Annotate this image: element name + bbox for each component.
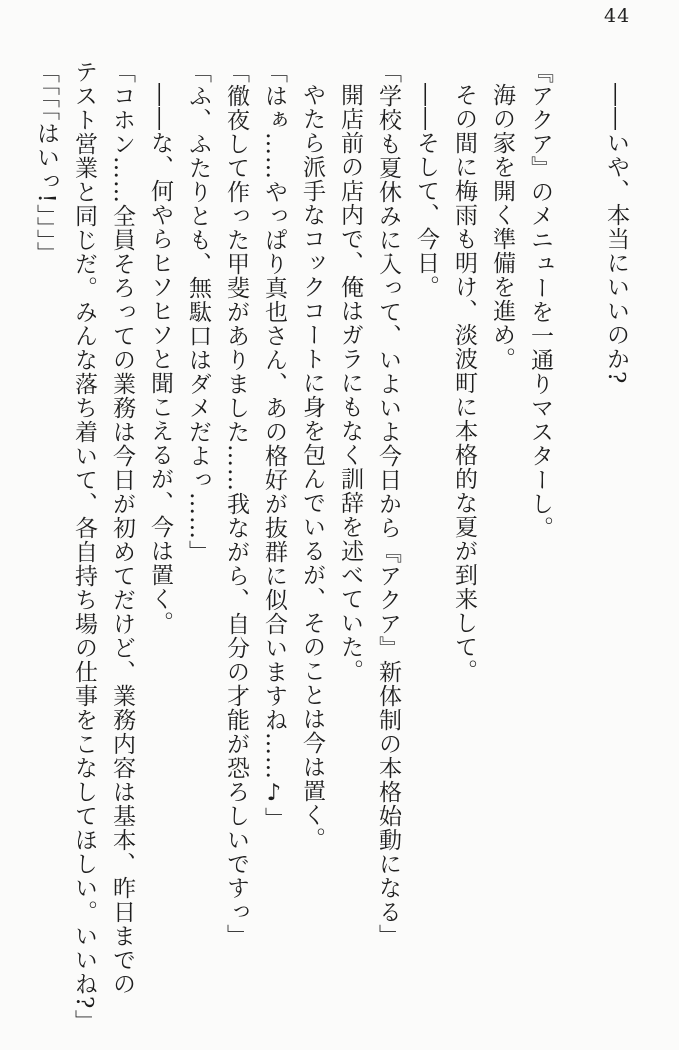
text-line-14: テスト営業と同じだ。みんな落ち着いて、各自持ち場の仕事をこなしてほしい。いいね?」 <box>71 60 97 1034</box>
page-text <box>27 60 635 1048</box>
text-line-5: ――そして、今日。 <box>413 83 439 299</box>
text-line-12: ――な、何やらヒソヒソと聞こえるが、今は置く。 <box>147 83 173 635</box>
text-line-1: ――いや、本当にいいのか? <box>603 83 629 385</box>
text-line-15: 「「「「はいっ!」」」」 <box>33 60 59 266</box>
text-line-9: 「はぁ……やっぱり真也さん、あの格好が抜群に似合いますね……♪」 <box>261 60 287 831</box>
text-line-2: 『アクア』のメニューを一通りマスターし。 <box>527 60 553 540</box>
text-line-7: 開店前の店内で、俺はガラにもなく訓辞を述べていた。 <box>337 83 363 683</box>
text-line-6: 「学校も夏休みに入って、いよいよ今日から『アクア』新体制の本格始動になる」 <box>375 60 401 948</box>
text-line-13: 「コホン……全員そろっての業務は今日が初めてだけど、業務内容は基本、昨日までの <box>109 60 135 996</box>
text-line-10: 「徹夜して作った甲斐がありました……我ながら、自分の才能が恐ろしいですっ」 <box>223 60 249 948</box>
text-line-11: 「ふ、ふたりとも、無駄口はダメだよっ……」 <box>185 60 211 564</box>
page-number: 44 <box>604 5 631 27</box>
text-line-3: 海の家を開く準備を進め。 <box>489 83 515 371</box>
text-line-4: その間に梅雨も明け、淡波町に本格的な夏が到来して。 <box>451 83 477 683</box>
text-line-8: やたら派手なコックコートに身を包んでいるが、そのことは今は置く。 <box>299 83 325 851</box>
